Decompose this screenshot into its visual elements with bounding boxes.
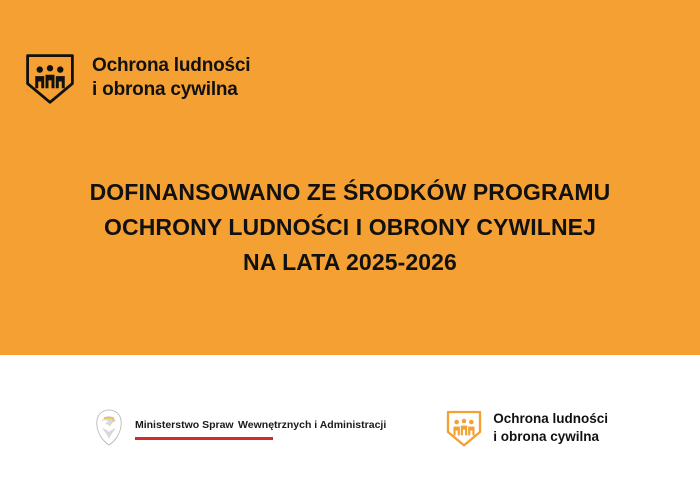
program-line2: i obrona cywilna [493,428,600,444]
polish-eagle-emblem-icon [92,408,126,448]
headline-line1: DOFINANSOWANO ZE ŚRODKÓW PROGRAMU [89,179,611,205]
civil-protection-shield-icon [22,50,78,106]
headline-line3: NA LATA 2025-2026 [243,248,457,275]
civil-protection-shield-icon [444,408,484,448]
header-logo-wordmark [92,54,250,103]
program-logo [444,408,608,448]
ministry-wordmark [135,415,386,440]
ministry-line1: Ministerstwo Spraw [134,419,234,431]
header-logo [22,50,250,106]
ministry-red-rule [135,437,273,440]
header-logo-line1: Ochrona ludności [92,54,251,76]
ministry-line2: Wewnętrznych i Administracji [238,419,387,431]
ministry-logo [92,408,386,448]
headline [0,175,700,280]
program-line1: Ochrona ludności [493,410,609,426]
footer [0,355,700,500]
header-logo-line2: i obrona cywilna [92,79,238,100]
program-wordmark [493,410,608,445]
headline-line2: OCHRONY LUDNOŚCI I OBRONY CYWILNEJ [104,213,596,240]
